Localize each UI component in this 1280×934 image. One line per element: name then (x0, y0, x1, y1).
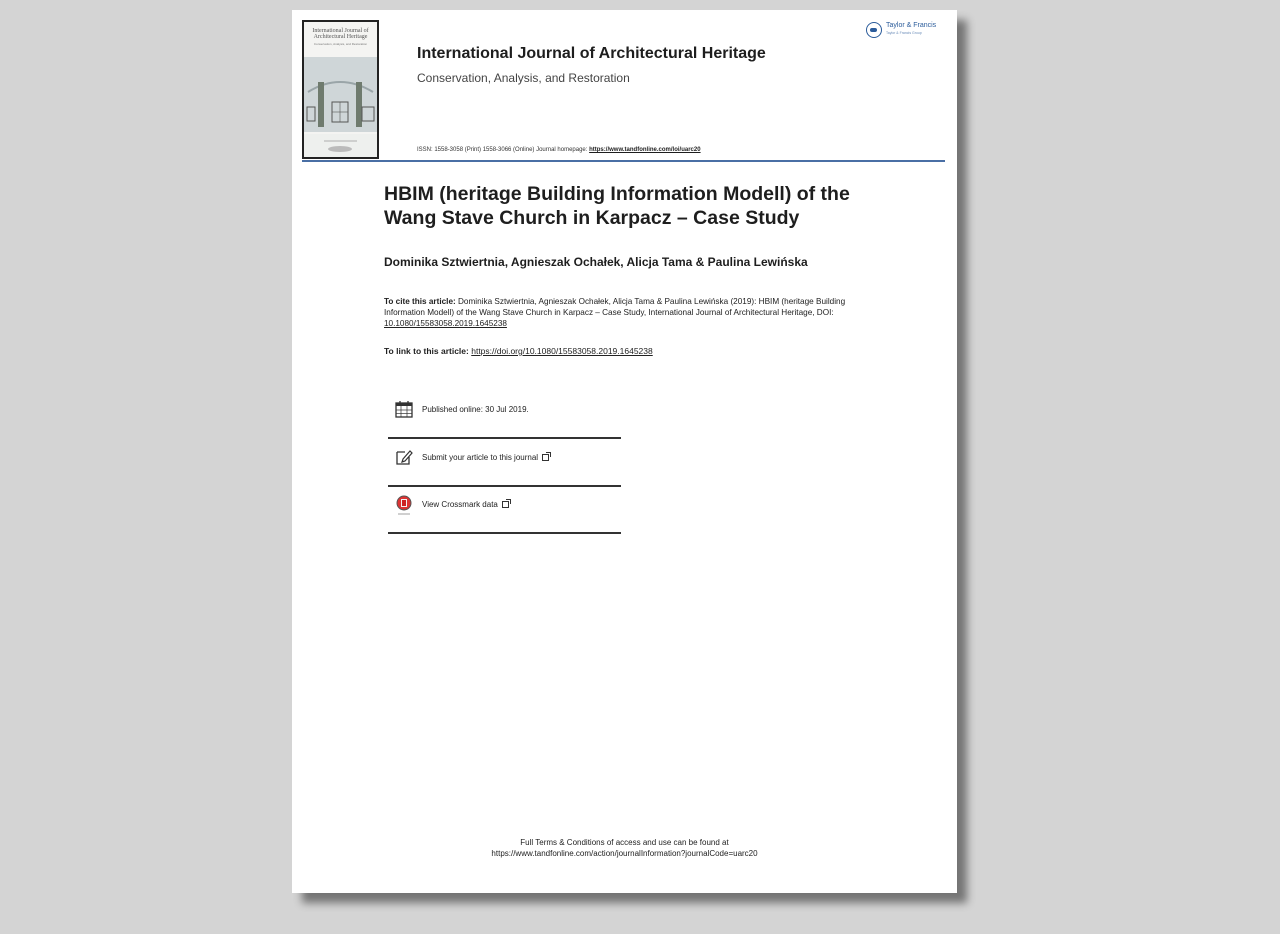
article-link-block (384, 346, 653, 356)
crossmark-icon (395, 495, 413, 517)
header-divider (302, 160, 945, 162)
issn-text: ISSN: 1558-3058 (Print) 1558-3066 (Online) Journal homepage: (417, 147, 590, 153)
crossmark-row[interactable] (395, 495, 625, 515)
footer-line1: Full Terms & Conditions of access and use can be found at (520, 838, 729, 847)
citation-label: To cite this article: (384, 297, 456, 306)
article-title: HBIM (heritage Building Information Modell) of the Wang Stave Church in Karpacz – Case Study (384, 183, 850, 229)
external-link-icon (542, 454, 549, 461)
info-divider (388, 485, 621, 487)
journal-subtitle: Conservation, Analysis, and Restoration (417, 71, 630, 85)
footer-terms-link[interactable]: https://www.tandfonline.com/action/journalInformation?journalCode=uarc20 (491, 849, 758, 858)
journal-homepage-link[interactable]: https://www.tandfonline.com/loi/uarc20 (589, 147, 701, 153)
article-authors: Dominika Sztwiertnia, Agnieszak Ochałek, Alicja Tama & Paulina Lewińska (384, 255, 808, 269)
published-online-text: Published online: 30 Jul 2019. (422, 405, 529, 414)
pdf-page (292, 10, 957, 893)
cover-title: International Journal of Architectural Heritage (312, 28, 369, 40)
calendar-icon (395, 400, 413, 418)
citation-text: Dominika Sztwiertnia, Agnieszak Ochałek, Alicja Tama & Paulina Lewińska (2019): HBIM (heritage Building Information Modell) of the Wang Stave Church in Karpacz – Case Study, International Journal of Architectural Heritage, DOI: (384, 297, 846, 317)
journal-title: International Journal of Architectural Heritage (417, 45, 766, 62)
footer-terms (292, 837, 957, 859)
info-divider (388, 532, 621, 534)
citation-doi-link[interactable]: 10.1080/15583058.2019.1645238 (384, 319, 507, 328)
published-online-row (395, 400, 625, 420)
cover-subtitle: Conservation, Analysis, and Restoration (313, 42, 368, 46)
taylor-francis-logo-icon (866, 22, 882, 38)
crossmark-link[interactable]: View Crossmark data (422, 500, 509, 509)
edit-icon (395, 448, 413, 466)
taylor-francis-logo: Taylor & Francis Taylor & Francis Group (866, 20, 950, 40)
citation-block (384, 296, 869, 329)
submit-article-row[interactable] (395, 448, 625, 468)
article-link-label: To link to this article: (384, 346, 469, 356)
info-divider (388, 437, 621, 439)
external-link-icon (502, 501, 509, 508)
submit-article-link[interactable]: Submit your article to this journal (422, 453, 549, 462)
issn-line (417, 147, 701, 153)
article-doi-link[interactable]: https://doi.org/10.1080/15583058.2019.1645238 (471, 346, 653, 356)
journal-cover-image (302, 20, 379, 159)
